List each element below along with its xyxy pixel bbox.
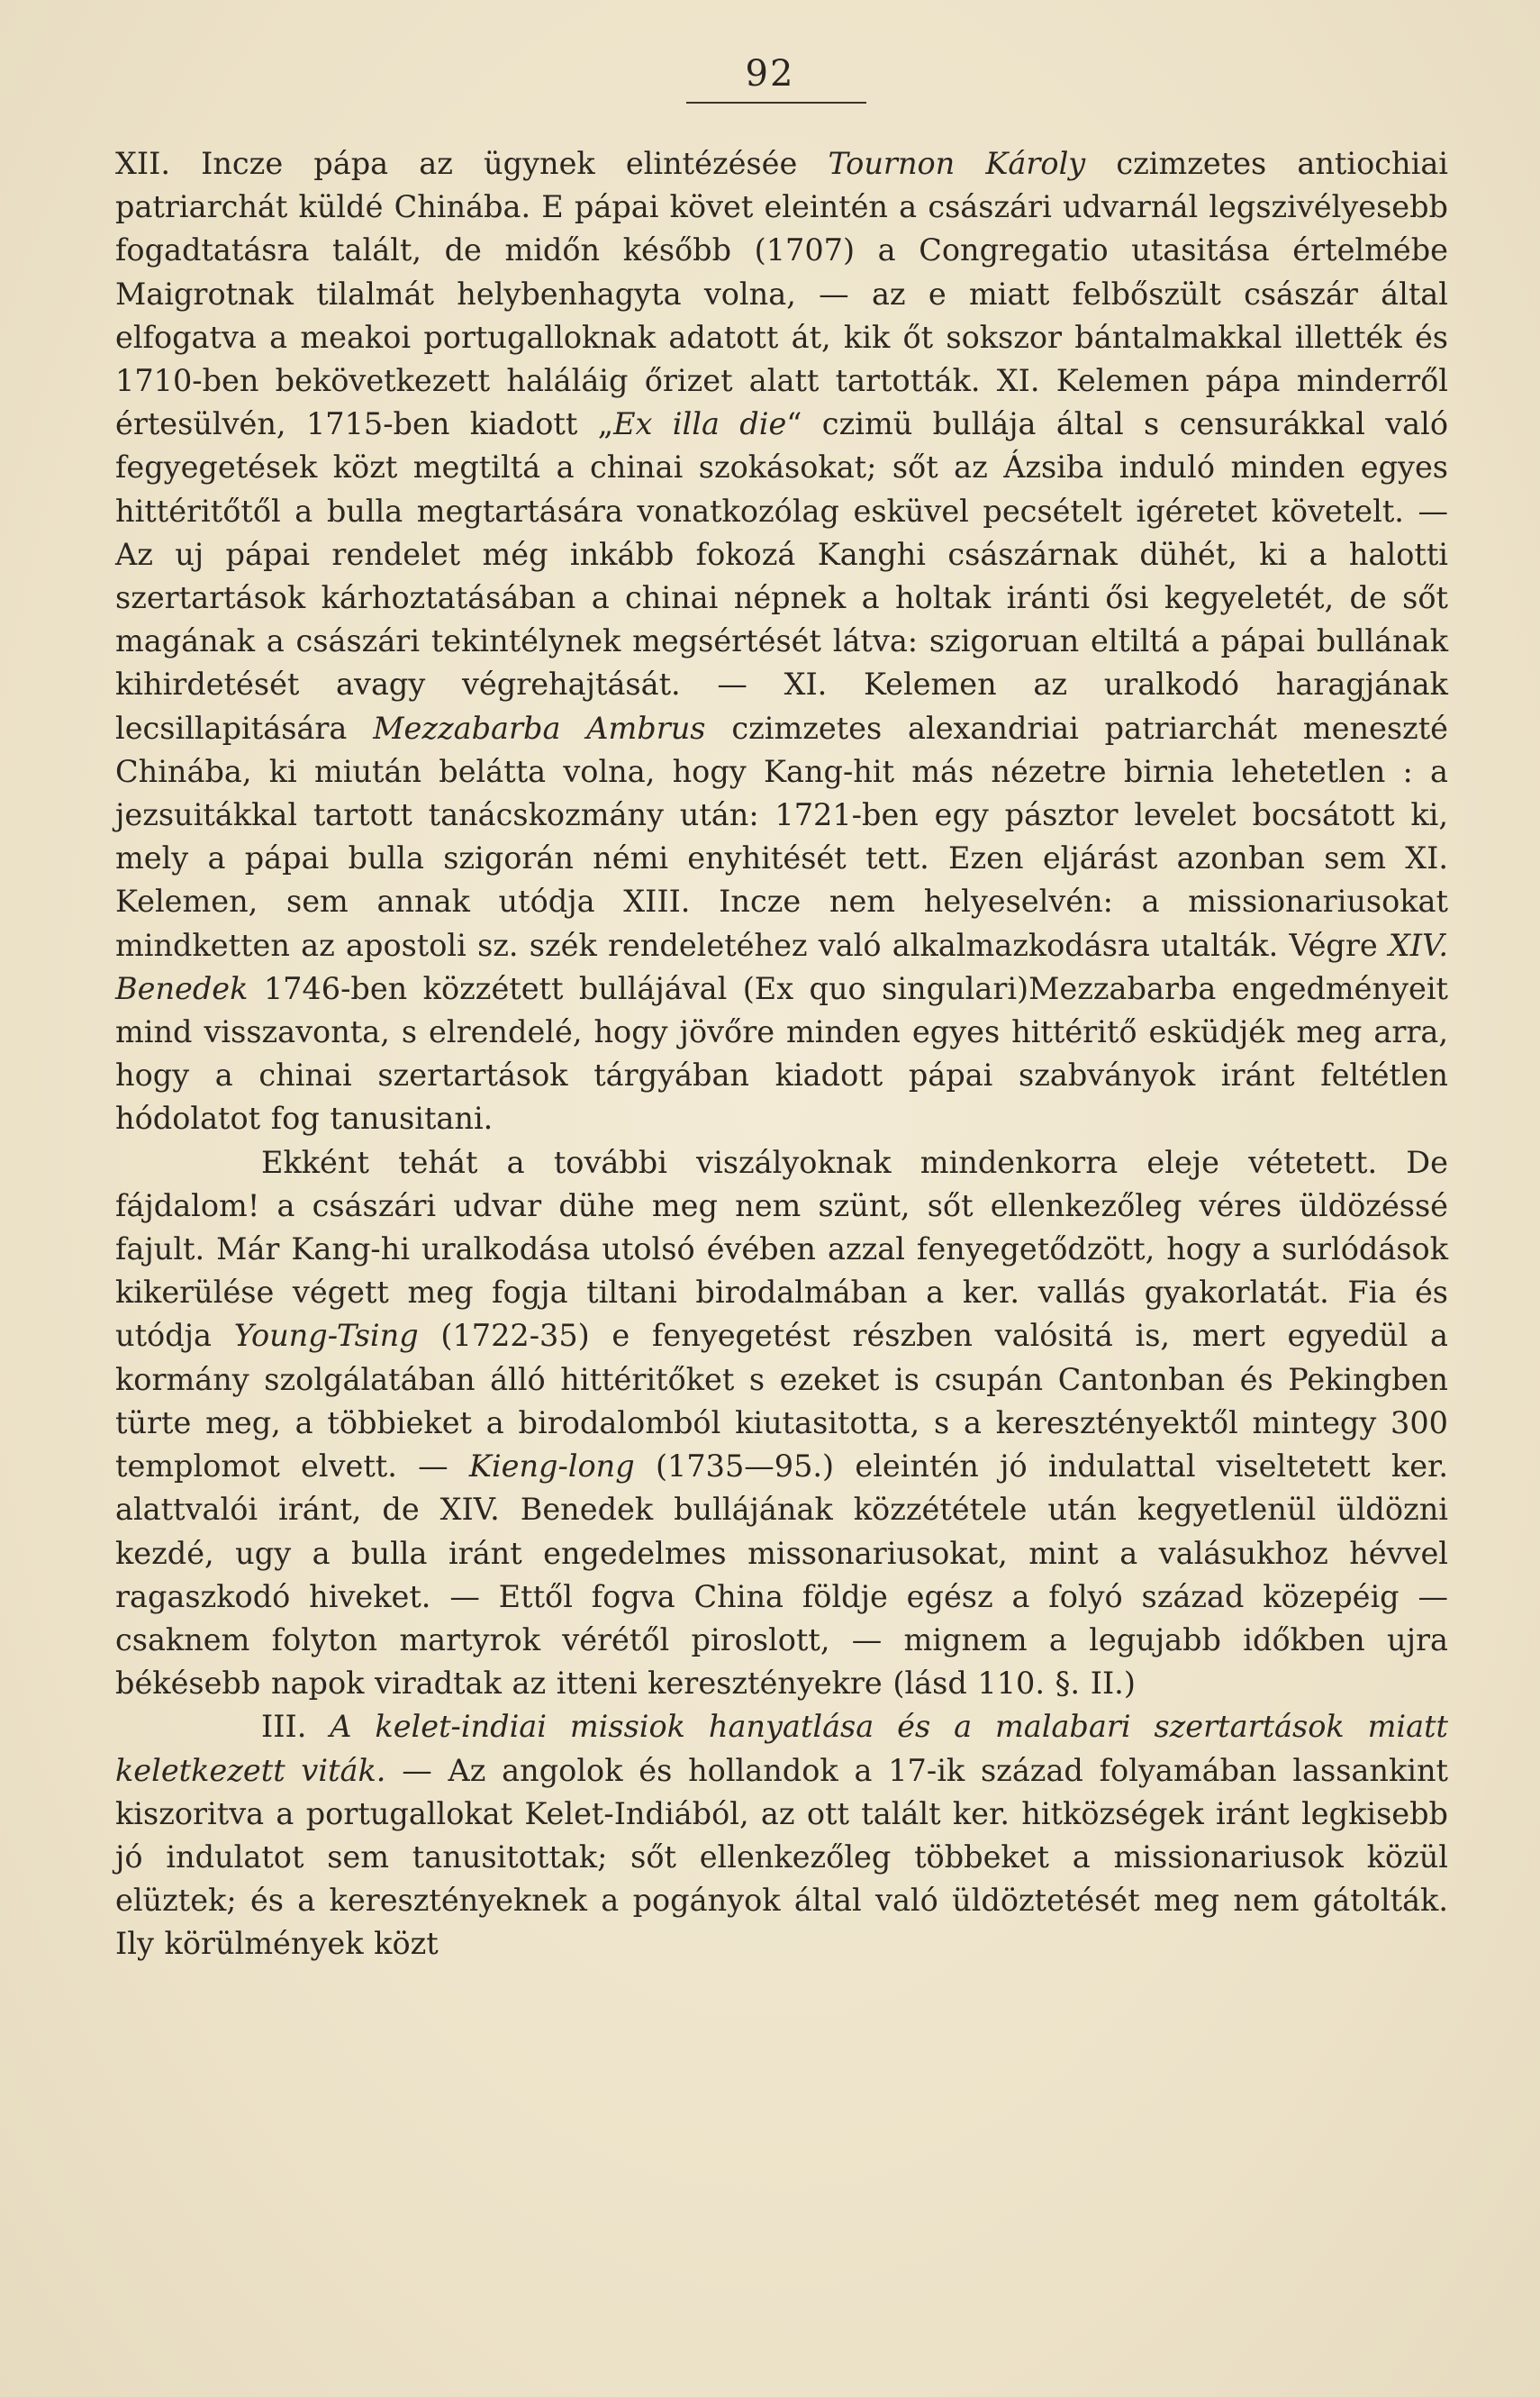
paragraph-3 [115,1705,1448,1966]
italic-run: XIV. Benedek [115,927,1448,1006]
text-run: (1722-35) e fenyegetést részben valósitá is, mert egyedül a kormány szolgálatában álló hittéritőket s ezeket is csupán Cantonban és Pekingben türte meg, a többieket a birodalomból kiutasitotta, s a keresztényektől mintegy 300 templomot elvett. — [115,1318,1448,1485]
paragraph-2 [115,1141,1448,1706]
body-text [115,142,1448,1966]
text-run: — Az angolok és hollandok a 17-ik század folyamában lassankint kiszoritva a portugallokat Kelet-Indiából, az ott talált ker. hitközségek iránt legkisebb jó indulatot sem tanusitottak; sőt ellenkezőleg többeket a missionariusok közül elüztek; és a keresztényeknek a pogányok által való üldöztetését meg nem gátolták. Ily körülmények közt [115,1752,1449,1962]
text-run: czimzetes antiochiai patriarchát küldé Chinába. E pápai követ eleintén a császári udvarnál legszivélyesebb fogadtatásra talált, de midőn később (1707) a Congregatio utasitása értelmébe Maigrotnak tilalmát helybenhagyta volna, — az e miatt felbőszült császár által elfogatva a meakoi portugalloknak adatott át, kik őt sokszor bántalmakkal illették és 1710-ben bekövetkezett haláláig őrizet alatt tartották. XI. Kelemen pápa minderről értesülvén, 1715-ben kiadott „ [115,146,1449,442]
italic-run: Mezzabarba Ambrus [373,710,706,746]
italic-run: Young-Tsing [233,1318,419,1354]
header-rule [686,102,866,104]
text-run: XII. Incze pápa az ügynek elintézésée [115,146,829,181]
text-run: III. [261,1709,331,1745]
text-run: Ekként tehát a további viszályoknak mindenkorra eleje vétetett. De fájdalom! a császári udvar dühe meg nem szünt, sőt ellenkezőleg véres üldözéssé fajult. Már Kang-hi uralkodása utolsó évében azzal fenyegetődzött, hogy a surlódások kikerülése végett meg fogja tiltani birodalmában a ker. vallás gyakorlatát. Fia és utódja [115,1144,1448,1354]
italic-run: A kelet-indiai missiok hanyatlása és a malabari szertartások miatt keletkezett viták. [115,1709,1448,1788]
italic-run: Kieng-long [468,1448,635,1485]
text-run: 1746-ben közzétett bullájával (Ex quo singulari)Mezzabarba engedményeit mind visszavonta, s elrendelé, hogy jövőre minden egyes hittéritő esküdjék meg arra, hogy a chinai szertartások tárgyában kiadott pápai szabványok iránt feltétlen hódolatot fog tanusitani. [115,970,1448,1137]
text-run: “ czimü bullája által s censurákkal való fegyegetések közt megtiltá a chinai szokásokat; sőt az Ázsiba induló minden egyes hittéritőtől a bulla megtartására vonatkozólag esküvel pecsételt igéretet követelt. — Az uj pápai rendelet még inkább fokozá Kanghi császárnak dühét, ki a halotti szertartások kárhoztatásában a chinai népnek a holtak iránti ősi kegyeletét, de sőt magának a császári tekintélynek megsértését látva: szigoruan eltiltá a pápai bullának kihirdetését avagy végrehajtását. — XI. Kelemen az uralkodó haragjának lecsillapitására [115,406,1449,746]
italic-run: Tournon Károly [828,146,1086,181]
paragraph-1 [115,142,1448,1141]
text-run: (1735—95.) eleintén jó indulattal viseltetett ker. alattvalói iránt, de XIV. Benedek bullájának közzététele után kegyetlenül üldözni kezdé, ugy a bulla iránt engedelmes missonariusokat, mint a valásukhoz hévvel ragaszkodó hiveket. — Ettől fogva China földje egész a folyó század közepéig — csaknem folyton martyrok vérétől piroslott, — mignem a legujabb időkben ujra békésebb napok viradtak az itteni keresztényekre (lásd 110. §. II.) [115,1448,1449,1702]
text-run: czimzetes alexandriai patriarchát meneszté Chinába, ki miután belátta volna, hogy Kang-hit más nézetre birnia lehetetlen : a jezsuitákkal tartott tanácskozmány után: 1721-ben egy pásztor levelet bocsátott ki, mely a pápai bulla szigorán némi enyhitését tett. Ezen eljárást azonban sem XI. Kelemen, sem annak utódja XIII. Incze nem helyeselvén: a missionariusokat mindketten az apostoli sz. szék rendeletéhez való alkalmazkodásra utalták. Végre [115,710,1448,963]
page-number: 92 [745,53,795,95]
italic-run: Ex illa die [613,406,787,442]
